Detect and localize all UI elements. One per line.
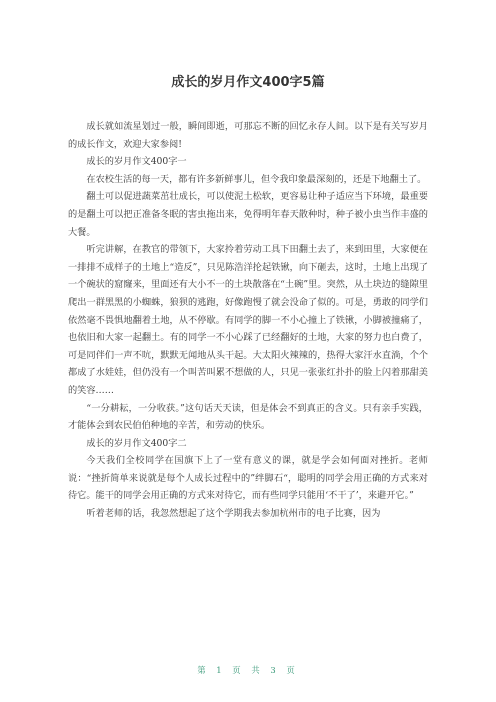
document-title: 成长的岁月作文400字5篇 (171, 75, 325, 90)
section-heading-1: 成长的岁月作文400字一 (86, 156, 187, 168)
section-heading-2: 成长的岁月作文400字二 (86, 437, 187, 449)
paragraph: 听完讲解，在教官的带领下，大家拎着劳动工具下田翻土去了，来到田里，大家便在一排排不成样子的土地上“造反”，只见陈浩洋抡起铁锹，向下砸去，这时，土地上出现了一个碗状的窟窿来，里面还有大小不一的土块散落在“土碗”里。突然，从土块边的缝隙里爬出一群黑黑的小蜘蛛，狼狈的逃跑，好像跑慢了就会没命了似的。可是，勇敢的同学们依然毫不畏惧地翻着土地，从不停歇。有同学的脚一不小心撞上了铁锹，小脚被撞痛了，也依旧和大家一起翻土。有的同学一不小心踩了已经翻好的土地，大家的努力也白费了，可是同伴们一声不吭，默默无闻地从头干起。大太阳火辣辣的，热得大家汗水直淌，个个都成了水娃娃，但仍没有一个叫苦叫累不想做的人，只见一张张红扑扑的脸上闪着那甜美的笑容…… (68, 244, 428, 396)
paragraph: 翻土可以促进蔬菜茁壮成长，可以使泥土松软，更容易让种子适应当下环境，最重要的是翻土可以把正准备冬眠的害虫拖出来，免得明年春天散种时，种子被小虫当作丰盛的大餐。 (68, 191, 428, 238)
paragraph-intro: 成长就如流星划过一般，瞬间即逝，可那忘不断的回忆永存人间。以下是有关写岁月的成长作文，欢迎大家参阅! (68, 121, 428, 150)
paragraph: 在农校生活的每一天，都有许多新鲜事儿，但令我印象最深刻的，还是下地翻土了。 (86, 173, 427, 185)
paragraph: “一分耕耘，一分收获。”这句话天天读，但是体会不到真正的含义。只有亲手实践，才能体会到农民伯伯种地的辛苦，和劳动的快乐。 (68, 402, 428, 432)
page-footer: 第 1 页 共 3 页 (197, 665, 299, 675)
document-body (68, 118, 428, 523)
paragraph: 今天我们全校同学在国旗下上了一堂有意义的课，就是学会如何面对挫折。老师说：“挫折简单来说就是每个人成长过程中的”绊脚石“，聪明的同学会用正确的方式来对待它。能干的同学会用正确的方式来对待它，而有些同学只能用‘不干了’，来避开它。” (68, 455, 428, 502)
paragraph: 听着老师的话，我忽然想起了这个学期我去参加杭州市的电子比赛，因为 (86, 508, 381, 520)
